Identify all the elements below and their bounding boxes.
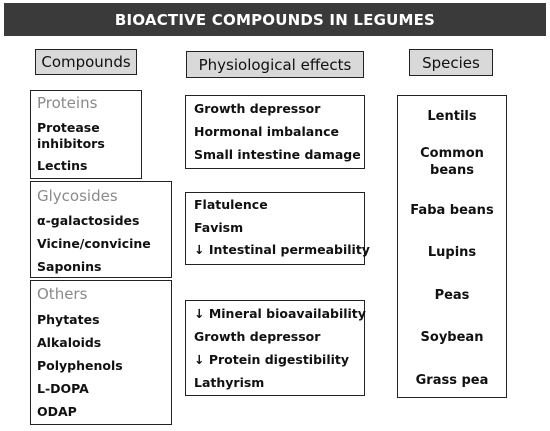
category-label-others: Others bbox=[37, 285, 88, 303]
compound-item: Protease inhibitors bbox=[37, 120, 105, 151]
effect-item: Flatulence bbox=[194, 197, 268, 212]
diagram-title: BIOACTIVE COMPOUNDS IN LEGUMES bbox=[4, 3, 546, 36]
species-item: Lentils bbox=[427, 109, 477, 124]
effect-item: Lathyrism bbox=[194, 375, 265, 390]
category-label-glycosides: Glycosides bbox=[37, 187, 118, 205]
compound-item: Lectins bbox=[37, 158, 88, 173]
effect-item: ↓ Protein digestibility bbox=[194, 352, 350, 367]
header-physiological-effects: Physiological effects bbox=[186, 51, 364, 78]
species-item: Soybean bbox=[420, 330, 484, 345]
effect-item: ↓ Mineral bioavailability bbox=[194, 306, 366, 321]
species-item: Common beans bbox=[420, 146, 484, 178]
species-item: Faba beans bbox=[410, 203, 494, 218]
species-item: Grass pea bbox=[415, 373, 489, 388]
compound-item: Phytates bbox=[37, 312, 100, 327]
compound-item: L-DOPA bbox=[37, 381, 89, 396]
header-compounds: Compounds bbox=[35, 49, 137, 75]
compound-item: Alkaloids bbox=[37, 335, 102, 350]
compound-item: α-galactosides bbox=[37, 213, 140, 228]
compound-item: Polyphenols bbox=[37, 358, 123, 373]
compound-item: ODAP bbox=[37, 404, 77, 419]
header-species: Species bbox=[409, 49, 493, 76]
effects-group-2 bbox=[185, 192, 370, 265]
effects-group-3 bbox=[185, 300, 365, 396]
category-label-proteins: Proteins bbox=[37, 94, 98, 112]
compound-group-glycosides bbox=[30, 181, 172, 278]
compound-item: Vicine/convicine bbox=[37, 236, 151, 251]
compound-group-proteins bbox=[30, 90, 142, 179]
effect-item: Favism bbox=[194, 220, 244, 235]
effect-item: Small intestine damage bbox=[194, 147, 361, 162]
compound-group-others bbox=[30, 280, 172, 425]
effect-item: Hormonal imbalance bbox=[194, 124, 339, 139]
effect-item: Growth depressor bbox=[194, 329, 321, 344]
species-item: Lupins bbox=[427, 245, 477, 260]
effect-item: Growth depressor bbox=[194, 101, 321, 116]
compound-item: Saponins bbox=[37, 259, 102, 274]
effects-group-1 bbox=[185, 95, 365, 169]
effect-item: ↓ Intestinal permeability bbox=[194, 242, 370, 257]
species-item: Peas bbox=[434, 288, 470, 303]
species-list-box bbox=[397, 95, 507, 398]
